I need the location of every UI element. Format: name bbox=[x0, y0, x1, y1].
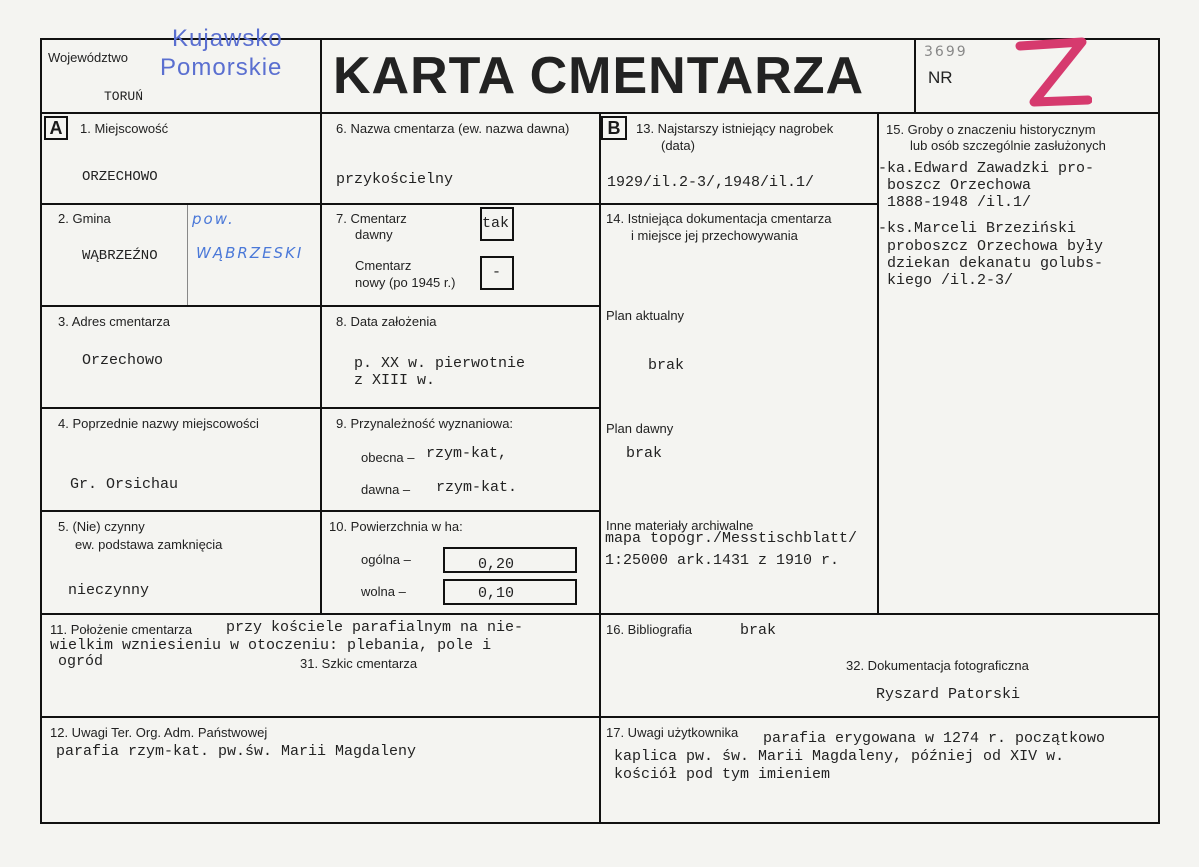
f2-label: 2. Gmina bbox=[58, 211, 111, 226]
vline-col-1 bbox=[320, 112, 322, 614]
f3-label: 3. Adres cmentarza bbox=[58, 314, 170, 329]
f17-value-3: kościół pod tym imieniem bbox=[614, 766, 831, 783]
f7-label-new-1: Cmentarz bbox=[355, 258, 412, 273]
f5-value: nieczynny bbox=[68, 582, 150, 599]
f15-line-7: kiego /il.2-3/ bbox=[878, 272, 1014, 289]
f14-archive-label: Inne materiały archiwalne bbox=[606, 518, 754, 533]
f7-old-value: tak bbox=[482, 215, 510, 232]
f4-value: Gr. Orsichau bbox=[70, 476, 179, 493]
hline-left-3 bbox=[40, 407, 601, 409]
f12-value: parafia rzym-kat. pw.św. Marii Magdaleny bbox=[56, 743, 417, 760]
f2-pow-value: WĄBRZESKI bbox=[196, 244, 304, 262]
f1-value: ORZECHOWO bbox=[82, 169, 158, 185]
f7-label-old-2: dawny bbox=[355, 227, 393, 242]
hline-left-1 bbox=[40, 203, 601, 205]
section-letter-b: B bbox=[601, 116, 627, 140]
f14-old-plan-label: Plan dawny bbox=[606, 421, 674, 436]
vline-header-2 bbox=[914, 38, 916, 114]
f14-archive-value-2: 1:25000 ark.1431 z 1910 r. bbox=[605, 552, 840, 569]
voivodeship-stamp-line1: Kujawsko bbox=[172, 25, 283, 52]
f1-label: 1. Miejscowość bbox=[80, 121, 169, 136]
f2-value: WĄBRZEŹNO bbox=[82, 248, 158, 264]
f4-label: 4. Poprzednie nazwy miejscowości bbox=[58, 416, 259, 431]
f14-old-plan-value: brak bbox=[626, 445, 663, 462]
nr-letter-z-mark bbox=[1012, 34, 1092, 114]
f5-label-1: 5. (Nie) czynny bbox=[58, 519, 145, 534]
hline-b-1 bbox=[599, 203, 879, 205]
hline-full-2 bbox=[40, 716, 1160, 718]
f6-label: 6. Nazwa cmentarza (ew. nazwa dawna) bbox=[336, 121, 570, 136]
f10-free-label: wolna – bbox=[361, 584, 406, 599]
f9-label: 9. Przynależność wyznaniowa: bbox=[336, 416, 514, 431]
f10-label: 10. Powierzchnia w ha: bbox=[329, 519, 463, 534]
f9-former-value: rzym-kat. bbox=[436, 479, 518, 496]
f8-value-2: z XIII w. bbox=[354, 372, 436, 389]
f10-total-label: ogólna – bbox=[361, 552, 411, 567]
f11-label: 11. Położenie cmentarza bbox=[50, 622, 193, 637]
hline-left-2 bbox=[40, 305, 601, 307]
f15-line-1: -ka.Edward Zawadzki pro- bbox=[878, 160, 1095, 177]
nr-label: NR bbox=[928, 68, 953, 87]
f15-line-3: 1888-1948 /il.1/ bbox=[878, 194, 1032, 211]
f7-label-new-2: nowy (po 1945 r.) bbox=[355, 275, 456, 290]
f9-former-label: dawna – bbox=[361, 482, 411, 497]
nr-letter-stamp bbox=[1012, 34, 1092, 121]
f14-archive-value-1: mapa topogr./Messtischblatt/ bbox=[605, 530, 858, 547]
hline-full-1 bbox=[40, 613, 1160, 615]
f15-label-1: 15. Groby o znaczeniu historycznym bbox=[886, 122, 1096, 137]
f17-value-2: kaplica pw. św. Marii Magdaleny, później od XIV w. bbox=[614, 748, 1065, 765]
f14-current-plan-label: Plan aktualny bbox=[606, 308, 685, 323]
f10-free-value: 0,10 bbox=[478, 585, 515, 602]
gmina-divider bbox=[187, 205, 188, 305]
f16-photo-value: Ryszard Patorski bbox=[876, 686, 1021, 703]
f7-new-value: - bbox=[492, 264, 502, 281]
f16-label: 16. Bibliografia bbox=[606, 622, 692, 637]
f17-value-1: parafia erygowana w 1274 r. początkowo bbox=[763, 730, 1106, 747]
vline-header-1 bbox=[320, 38, 322, 114]
f2-pow-label: pow. bbox=[192, 210, 235, 228]
f15-line-6: dziekan dekanatu golubs- bbox=[878, 255, 1104, 272]
f11-sketch-label: 31. Szkic cmentarza bbox=[300, 656, 418, 671]
f15-line-5: proboszcz Orzechowa były bbox=[878, 238, 1104, 255]
f3-value: Orzechowo bbox=[82, 352, 164, 369]
f8-label: 8. Data założenia bbox=[336, 314, 437, 329]
f7-label-old-1: 7. Cmentarz bbox=[336, 211, 407, 226]
f11-value-2: wielkim wzniesieniu w otoczeniu: plebania, pole i bbox=[50, 637, 492, 654]
f8-value-1: p. XX w. pierwotnie bbox=[354, 355, 526, 372]
f14-label-1: 14. Istniejąca dokumentacja cmentarza bbox=[606, 211, 832, 226]
f16-value: brak bbox=[740, 622, 777, 639]
f9-current-value: rzym-kat, bbox=[426, 445, 508, 462]
f15-line-4: -ks.Marceli Brzeziński bbox=[878, 220, 1077, 237]
voivodeship-label: Województwo bbox=[48, 50, 128, 65]
f6-value: przykościelny bbox=[336, 171, 454, 188]
f13-label-2: (data) bbox=[661, 138, 695, 153]
f9-current-label: obecna – bbox=[361, 450, 415, 465]
f14-label-2: i miejsce jej przechowywania bbox=[631, 228, 798, 243]
section-letter-a: A bbox=[44, 116, 68, 140]
f15-label-2: lub osób szczególnie zasłużonych bbox=[910, 138, 1106, 153]
f10-total-value: 0,20 bbox=[478, 556, 515, 573]
page-title: KARTA CMENTARZA bbox=[333, 47, 865, 105]
f5-label-2: ew. podstawa zamknięcia bbox=[75, 537, 223, 552]
city-value: TORUŃ bbox=[104, 89, 144, 104]
nr-number: 3699 bbox=[924, 44, 968, 60]
f15-line-2: boszcz Orzechowa bbox=[878, 177, 1032, 194]
voivodeship-stamp-line2: Pomorskie bbox=[160, 54, 283, 81]
f13-value: 1929/il.2-3/,1948/il.1/ bbox=[607, 174, 815, 191]
f11-value-3: ogród bbox=[58, 653, 104, 670]
f16-photo-label: 32. Dokumentacja fotograficzna bbox=[846, 658, 1029, 673]
f17-label: 17. Uwagi użytkownika bbox=[606, 725, 739, 740]
f14-current-plan-value: brak bbox=[648, 357, 685, 374]
f13-label-1: 13. Najstarszy istniejący nagrobek bbox=[636, 121, 834, 136]
f12-label: 12. Uwagi Ter. Org. Adm. Państwowej bbox=[50, 725, 268, 740]
f11-value-1: przy kościele parafialnym na nie- bbox=[226, 619, 524, 636]
hline-left-4 bbox=[40, 510, 601, 512]
